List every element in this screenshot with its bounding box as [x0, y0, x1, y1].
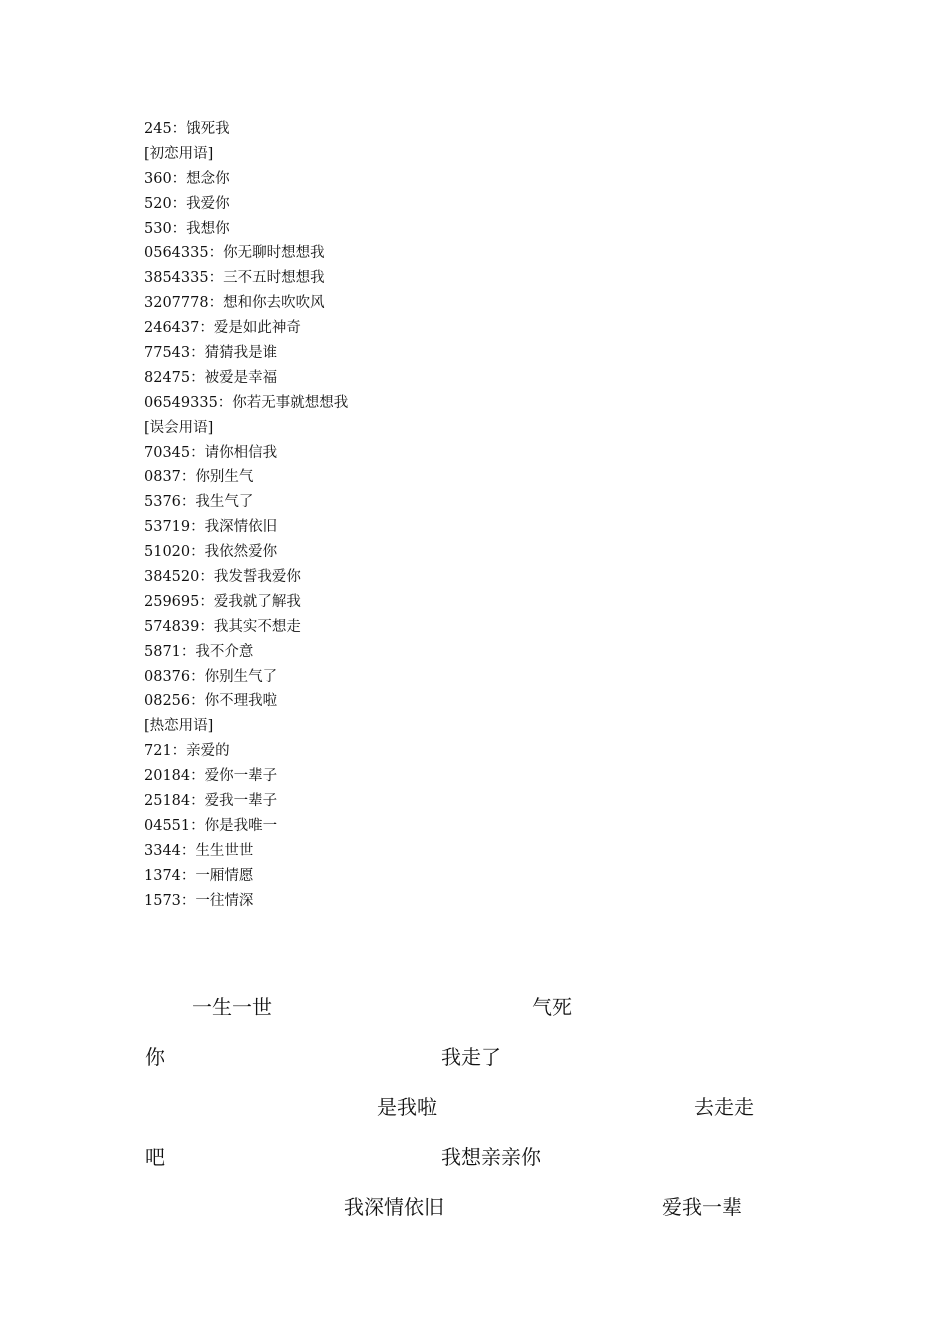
list-item: 245：饿死我 — [144, 121, 230, 137]
list-item: 360：想念你 — [144, 170, 230, 187]
list-item: 384520：我发誓我爱你 — [144, 569, 301, 586]
fragment-text: 是我啦 — [377, 1095, 437, 1119]
list-item: 1374：一厢情愿 — [144, 867, 254, 884]
fragment-text: 气死 — [532, 995, 572, 1019]
list-item: 25184：爱我一辈子 — [144, 793, 278, 810]
list-item: 721：亲爱的 — [144, 743, 230, 760]
fragment-text: 你 — [145, 1045, 165, 1069]
list-item: 82475：被爱是幸福 — [144, 369, 278, 386]
list-item: 574839：我其实不想走 — [144, 618, 301, 635]
list-item: 5376：我生气了 — [144, 494, 254, 511]
list-item: 53719：我深情依旧 — [144, 519, 278, 536]
list-item: 04551：你是我唯一 — [144, 817, 278, 834]
list-item: 246437：爱是如此神奇 — [144, 320, 301, 337]
list-item: 3854335：三不五时想想我 — [144, 270, 325, 287]
list-item: 0837：你别生气 — [144, 469, 254, 486]
list-item: 51020：我依然爱你 — [144, 544, 278, 561]
fragment-text: 吧 — [145, 1145, 165, 1169]
list-item: 3207778：想和你去吹吹风 — [144, 295, 325, 312]
list-item: 530：我想你 — [144, 220, 230, 237]
fragment-text: 去走走 — [694, 1095, 754, 1119]
list-item: 08256：你不理我啦 — [144, 693, 278, 710]
section-heading: [误会用语] — [144, 419, 214, 436]
list-item: 20184：爱你一辈子 — [144, 768, 278, 785]
section-heading: [热恋用语] — [144, 718, 214, 735]
list-item: 08376：你别生气了 — [144, 668, 278, 685]
list-item: 70345：请你相信我 — [144, 444, 278, 461]
list-item: 259695：爱我就了解我 — [144, 593, 301, 610]
fragment-text: 我深情依旧 — [344, 1195, 444, 1219]
list-item: 77543：猜猜我是谁 — [144, 345, 278, 362]
list-item: 0564335：你无聊时想想我 — [144, 245, 325, 262]
fragment-text: 我走了 — [441, 1045, 501, 1069]
list-item: 1573：一往情深 — [144, 892, 254, 909]
list-item: 5871：我不介意 — [144, 643, 254, 660]
code-list — [144, 117, 348, 914]
section-heading: [初恋用语] — [144, 145, 214, 162]
fragment-text: 一生一世 — [192, 995, 272, 1019]
fragment-text: 我想亲亲你 — [441, 1145, 541, 1169]
list-item: 06549335：你若无事就想想我 — [144, 394, 349, 411]
list-item: 3344：生生世世 — [144, 842, 254, 859]
list-item: 520：我爱你 — [144, 195, 230, 212]
fragment-text: 爱我一辈 — [662, 1195, 742, 1219]
